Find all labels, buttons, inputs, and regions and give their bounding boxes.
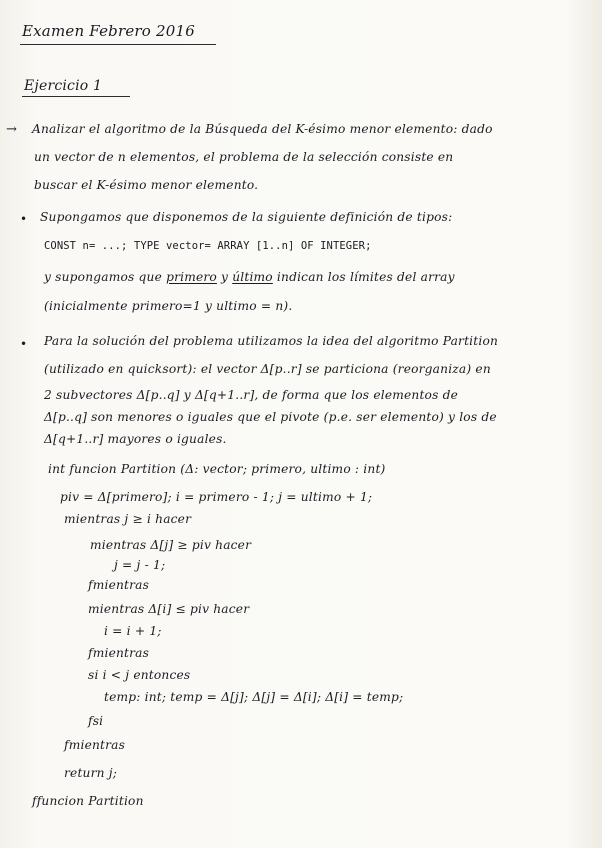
arrow-icon: →: [6, 122, 17, 137]
page-title: Examen Febrero 2016: [22, 22, 195, 40]
code-line: mientras Δ[j] ≥ piv hacer: [90, 538, 252, 552]
code-line: j = j - 1;: [114, 558, 166, 572]
paragraph3-line4: Δ[p..q] son menores o iguales que el pivote (p.e. ser elemento) y los de: [44, 410, 497, 424]
paragraph3-line5: Δ[q+1..r] mayores o iguales.: [44, 432, 227, 446]
paragraph3-line1: Para la solución del problema utilizamos la idea del algoritmo Partition: [44, 334, 499, 348]
paragraph1-line1: Analizar el algoritmo de la Búsqueda del K-ésimo menor elemento: dado: [32, 122, 493, 136]
paragraph3-line3: 2 subvectores Δ[p..q] y Δ[q+1..r], de forma que los elementos de: [44, 388, 459, 402]
code-line: mientras Δ[i] ≤ piv hacer: [88, 602, 250, 616]
section-heading: Ejercicio 1: [24, 78, 103, 94]
type-definition-code: CONST n= ...; TYPE vector= ARRAY [1..n] OF INTEGER;: [44, 240, 372, 252]
code-line: mientras j ≥ i hacer: [64, 512, 192, 526]
code-line: ffuncion Partition: [32, 794, 144, 808]
title-underline: [20, 44, 216, 45]
bullet-icon: •: [20, 337, 28, 351]
code-line: i = i + 1;: [104, 624, 162, 638]
and-word: y: [221, 270, 229, 284]
paragraph2-line3: [44, 270, 455, 284]
bullet-icon: •: [20, 212, 28, 226]
code-line: fmientras: [88, 578, 150, 592]
paragraph2-line3-start: y supongamos que: [44, 270, 163, 284]
section-underline: [22, 96, 130, 97]
code-line: temp: int; temp = Δ[j]; Δ[j] = Δ[i]; Δ[i] = temp;: [104, 690, 404, 704]
code-line: si i < j entonces: [88, 668, 191, 682]
paragraph1-line2: un vector de n elementos, el problema de la selección consiste en: [34, 150, 454, 164]
code-line: fmientras: [64, 738, 126, 752]
code-line: fmientras: [88, 646, 150, 660]
paragraph1-line3: buscar el K-ésimo menor elemento.: [34, 178, 259, 192]
code-line: fsi: [88, 714, 104, 728]
code-line: int funcion Partition (Δ: vector; primero, ultimo : int): [48, 462, 386, 476]
paragraph3-line2: (utilizado en quicksort): el vector Δ[p..r] se particiona (reorganiza) en: [44, 362, 491, 376]
ultimo-word: último: [232, 270, 273, 284]
code-line: return j;: [64, 766, 118, 780]
paragraph2-line1: Supongamos que disponemos de la siguiente definición de tipos:: [40, 210, 453, 224]
code-line: piv = Δ[primero]; i = primero - 1; j = ultimo + 1;: [60, 490, 373, 504]
paragraph2-line3-end: indican los límites del array: [276, 270, 455, 284]
paragraph2-line4: (inicialmente primero=1 y ultimo = n).: [44, 299, 293, 313]
primero-word: primero: [166, 270, 217, 284]
